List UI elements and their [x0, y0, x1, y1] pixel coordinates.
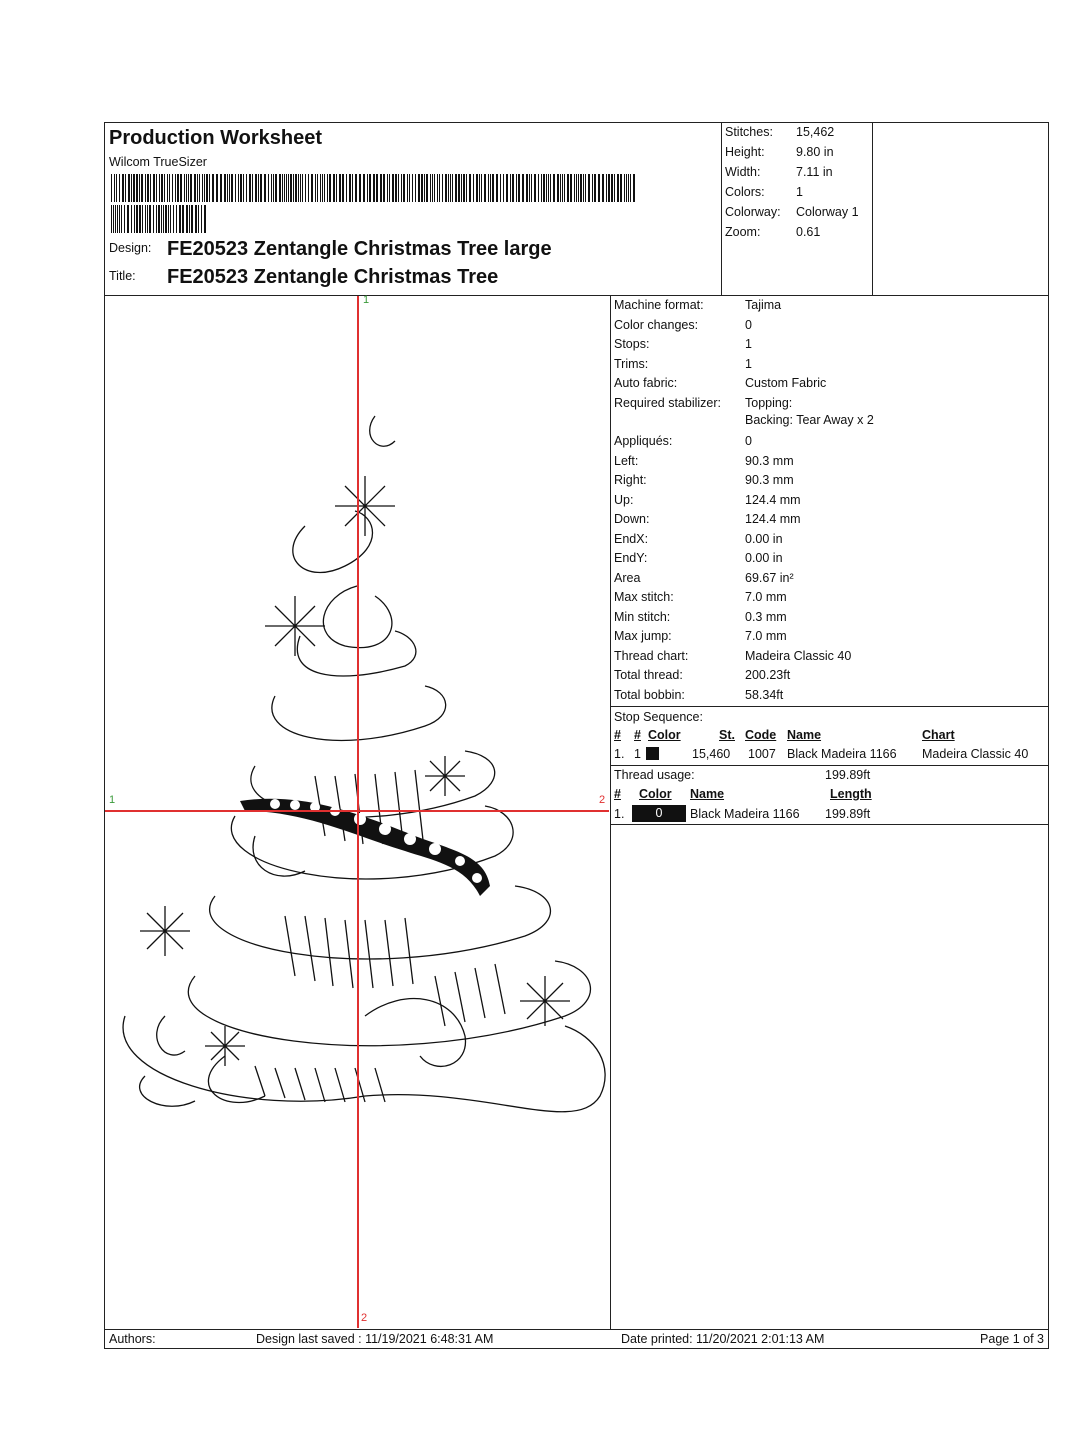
detail-label: Max jump:	[614, 629, 672, 643]
panel-divider	[610, 295, 611, 1329]
detail-value: Backing: Tear Away x 2	[745, 412, 874, 427]
detail-value: 7.0 mm	[745, 590, 787, 604]
stop-seq-row-code: 1007	[748, 747, 776, 761]
footer-rule	[105, 1329, 1048, 1330]
design-preview	[105, 296, 609, 1328]
stop-sequence-heading: Stop Sequence:	[614, 710, 703, 724]
detail-label: Stops:	[614, 337, 650, 351]
stop-seq-col-color: Color	[648, 728, 681, 742]
thread-usage-rule	[610, 824, 1048, 825]
detail-label: Right:	[614, 473, 647, 487]
axis-label-left: 1	[109, 794, 116, 806]
summary-value: 0.61	[796, 225, 821, 239]
stop-seq-col-name: Name	[787, 728, 822, 742]
detail-value: 0.3 mm	[745, 609, 787, 624]
stop-seq-col-st: St.	[719, 728, 735, 742]
color-swatch	[646, 747, 659, 760]
thread-row-length: 199.89ft	[825, 807, 871, 821]
thread-col-num: #	[614, 787, 621, 801]
detail-value: 124.4 mm	[745, 512, 801, 526]
horizontal-axis-line	[105, 810, 609, 812]
detail-label: Down:	[614, 512, 650, 526]
stop-seq-col-chart: Chart	[922, 728, 955, 742]
design-name: FE20523 Zentangle Christmas Tree large	[167, 238, 552, 260]
design-title: FE20523 Zentangle Christmas Tree	[167, 266, 499, 288]
software-name: Wilcom TrueSizer	[109, 155, 207, 169]
summary-label: Height:	[725, 145, 765, 159]
thread-col-color: Color	[639, 787, 672, 801]
summary-value: 9.80 in	[796, 145, 834, 159]
detail-label: Color changes:	[614, 317, 699, 332]
detail-value: 90.3 mm	[745, 473, 794, 487]
detail-value: 58.34ft	[745, 687, 784, 702]
date-printed: Date printed: 11/20/2021 2:01:13 AM	[621, 1332, 825, 1346]
detail-value: 7.0 mm	[745, 629, 787, 643]
summary-label: Zoom:	[725, 225, 761, 239]
summary-label: Colorway:	[725, 205, 781, 219]
detail-value: 1	[745, 337, 752, 351]
summary-value: Colorway 1	[796, 205, 859, 219]
detail-value: 200.23ft	[745, 668, 791, 682]
design-last-saved: Design last saved : 11/19/2021 6:48:31 AM	[256, 1332, 494, 1346]
header-divider	[721, 123, 722, 295]
production-worksheet	[104, 122, 1049, 1349]
thread-col-name: Name	[690, 787, 725, 801]
detail-label: Required stabilizer:	[614, 395, 721, 410]
detail-value: 1	[745, 356, 752, 371]
detail-label: Min stitch:	[614, 609, 671, 624]
summary-label: Colors:	[725, 185, 765, 199]
summary-value: 7.11 in	[796, 165, 833, 179]
summary-value: 1	[796, 185, 803, 199]
stop-seq-row-num2: 1	[634, 747, 641, 761]
detail-label: Thread chart:	[614, 648, 689, 663]
title-label: Title:	[109, 269, 136, 283]
stop-seq-col-code: Code	[745, 728, 777, 742]
thread-row-name: Black Madeira 1166	[690, 807, 800, 821]
detail-label: Max stitch:	[614, 590, 674, 604]
detail-value: 0.00 in	[745, 531, 783, 546]
axis-label-top: 1	[363, 294, 370, 306]
detail-value: Tajima	[745, 298, 782, 312]
stop-seq-row-name: Black Madeira 1166	[787, 747, 897, 761]
worksheet-title: Production Worksheet	[109, 127, 322, 149]
detail-label: EndX:	[614, 531, 649, 546]
design-label: Design:	[109, 241, 152, 255]
stop-seq-row-num: 1.	[614, 747, 625, 761]
stop-seq-col-num2: #	[634, 728, 641, 742]
axis-label-right: 2	[599, 794, 606, 806]
detail-label: Total thread:	[614, 668, 683, 682]
detail-label: Appliqués:	[614, 434, 673, 448]
stop-seq-row-chart: Madeira Classic 40	[922, 747, 1029, 761]
summary-label: Stitches:	[725, 125, 773, 139]
details-rule	[610, 706, 1048, 707]
detail-value: 124.4 mm	[745, 492, 801, 507]
detail-value: 90.3 mm	[745, 453, 794, 468]
stop-seq-col-num: #	[614, 728, 621, 742]
detail-value: 69.67 in²	[745, 570, 794, 585]
detail-value: Topping:	[745, 395, 793, 410]
detail-label: Trims:	[614, 356, 649, 371]
stop-seq-rule	[610, 765, 1048, 766]
page-number: Page 1 of 3	[980, 1332, 1044, 1346]
detail-label: EndY:	[614, 551, 648, 565]
detail-value: Madeira Classic 40	[745, 648, 852, 663]
detail-label: Total bobbin:	[614, 687, 685, 702]
thread-col-length: Length	[830, 787, 872, 801]
thread-row-num: 1.	[614, 807, 625, 821]
detail-value: 0	[745, 317, 752, 332]
thread-usage-heading: Thread usage:	[614, 768, 695, 782]
detail-label: Machine format:	[614, 298, 704, 312]
detail-label: Left:	[614, 453, 639, 468]
axis-label-bottom: 2	[361, 1312, 368, 1324]
detail-label: Up:	[614, 492, 634, 507]
summary-value: 15,462	[796, 125, 835, 139]
header-divider	[872, 123, 873, 295]
stop-seq-row-stitches: 15,460	[692, 747, 731, 761]
authors-label: Authors:	[109, 1332, 156, 1346]
detail-value: Custom Fabric	[745, 376, 827, 390]
vertical-axis-line	[357, 296, 359, 1328]
detail-label: Auto fabric:	[614, 376, 678, 390]
summary-label: Width:	[725, 165, 761, 179]
detail-label: Area	[614, 570, 641, 585]
thread-color-chip: 0	[632, 805, 686, 822]
barcode-image	[111, 174, 641, 234]
detail-value: 0	[745, 434, 752, 448]
detail-value: 0.00 in	[745, 551, 783, 565]
thread-usage-total: 199.89ft	[825, 768, 871, 782]
